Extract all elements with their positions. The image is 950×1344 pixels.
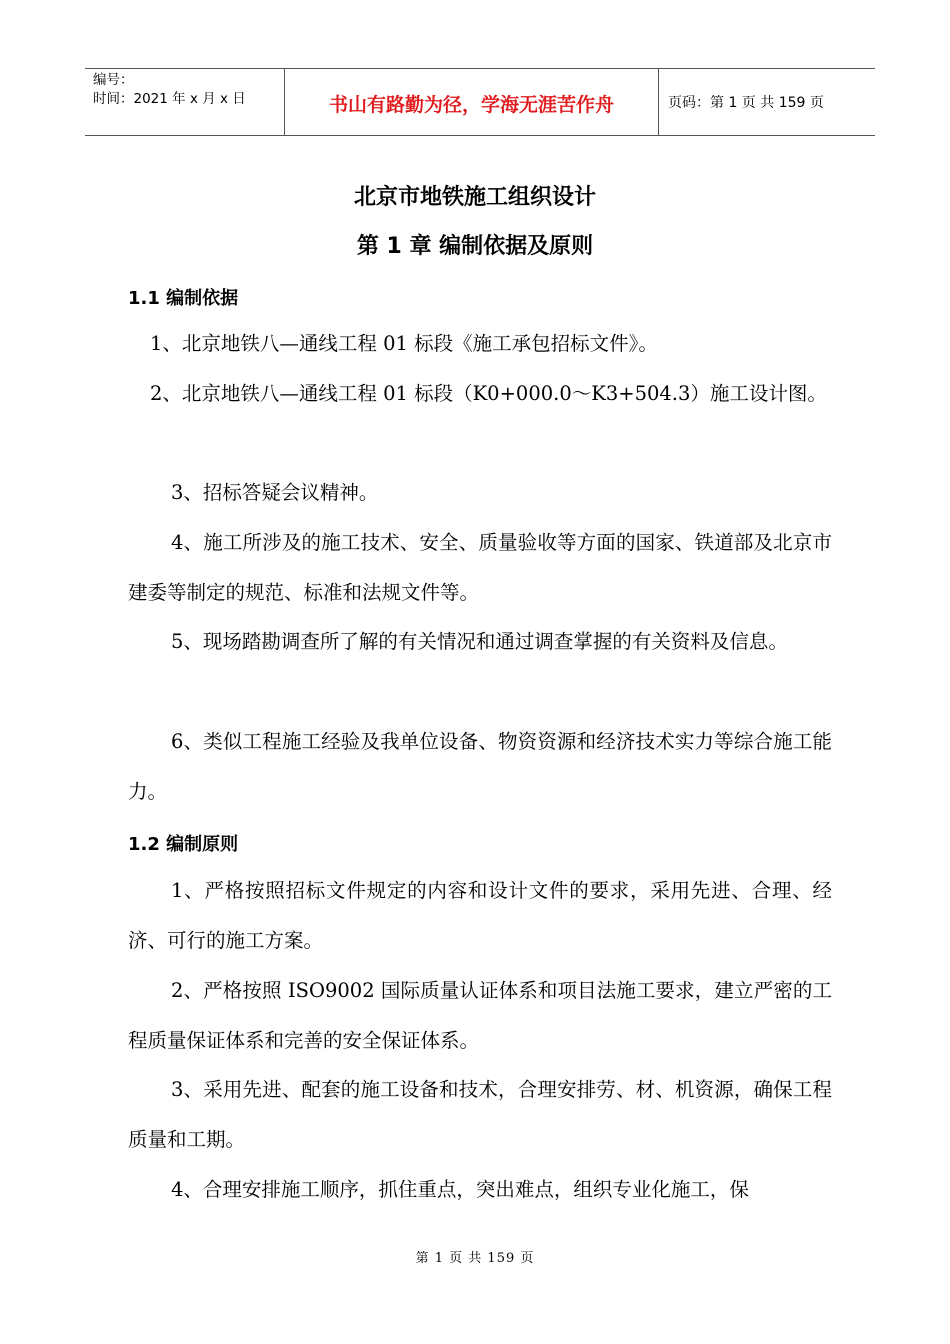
basis-item-1: 1、北京地铁八—通线工程 01 标段《施工承包招标文件》。 [150, 332, 658, 355]
basis-item-3: 3、招标答疑会议精神。 [171, 481, 379, 504]
principle-item-1: 1、严格按照招标文件规定的内容和设计文件的要求，采用先进、合理、经济、可行的施工方案。 [128, 879, 832, 952]
header-page-info: 页码：第 1 页 共 159 页 [668, 95, 824, 111]
page-footer: 第 1 页 共 159 页 [415, 1251, 535, 1266]
basis-item-2: 2、北京地铁八—通线工程 01 标段（K0+000.0～K3+504.3）施工设计图。 [150, 382, 827, 405]
basis-item-5: 5、现场踏勘调查所了解的有关情况和通过调查掌握的有关资料及信息。 [171, 630, 788, 653]
section-heading-basis: 1.1 编制依据 [128, 288, 239, 309]
header-motto: 书山有路勤为径，学海无涯苦作舟 [285, 69, 659, 135]
principle-item-3: 3、采用先进、配套的施工设备和技术，合理安排劳、材、机资源，确保工程质量和工期。 [128, 1078, 832, 1151]
basis-item-4: 4、施工所涉及的施工技术、安全、质量验收等方面的国家、铁道部及北京市建委等制定的规范、标准和法规文件等。 [128, 531, 832, 604]
section-heading-principles: 1.2 编制原则 [128, 834, 239, 855]
basis-item-6: 6、类似工程施工经验及我单位设备、物资资源和经济技术实力等综合施工能力。 [128, 730, 832, 803]
chapter-title: 第 1 章 编制依据及原则 [356, 234, 594, 259]
principle-item-2: 2、严格按照 ISO9002 国际质量认证体系和项目法施工要求，建立严密的工程质量保证体系和完善的安全保证体系。 [128, 979, 832, 1052]
principle-item-4: 4、合理安排施工顺序，抓住重点，突出难点，组织专业化施工，保 [171, 1178, 749, 1201]
header-number-label: 编号： [93, 72, 134, 88]
header-date-label: 时间：2021 年 x 月 x 日 [93, 91, 246, 107]
header-meta [85, 69, 285, 135]
document-title: 北京市地铁施工组织设计 [353, 185, 596, 210]
page-header [85, 68, 875, 136]
